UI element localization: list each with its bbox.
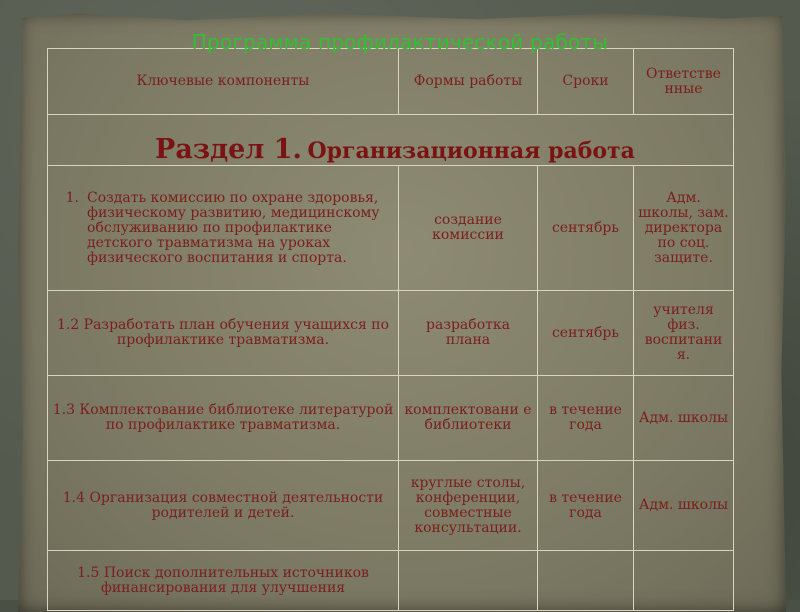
section-heading <box>0 134 790 165</box>
row-responsible: Адм. школы, зам. директора по соц. защите. <box>634 166 734 291</box>
row-responsible <box>634 551 734 611</box>
table-row <box>48 376 734 461</box>
row-form: разработка плана <box>399 291 538 376</box>
section-prefix: Раздел 1. <box>155 134 302 165</box>
header-terms: Сроки <box>538 49 634 115</box>
row-form: круглые столы, конференции, совместные консультации. <box>399 461 538 551</box>
row-number: 1. <box>65 189 79 206</box>
row-term <box>538 551 634 611</box>
row-form: комплектовани е библиотеки <box>399 376 538 461</box>
row-component: 1.3 Комплектование библиотеке литературой по профилактике травматизма. <box>48 376 399 461</box>
program-table <box>47 48 734 611</box>
row-component: 1.2 Разработать план обучения учащихся по профилактике травматизма. <box>48 291 399 376</box>
slide-title: Программа профилактической работы <box>191 30 609 54</box>
row-component <box>48 166 399 291</box>
row-term: в течение года <box>538 376 634 461</box>
table-row <box>48 291 734 376</box>
row-component: 1.5 Поиск дополнительных источников финансирования для улучшения <box>48 551 399 611</box>
row-responsible: Адм. школы <box>634 376 734 461</box>
table-row <box>48 461 734 551</box>
section-name: Организационная работа <box>307 138 635 164</box>
table-row <box>48 166 734 291</box>
row-responsible: учителя физ. воспитани я. <box>634 291 734 376</box>
header-responsible: Ответстве нные <box>634 49 734 115</box>
row-component: 1.4 Организация совместной деятельности родителей и детей. <box>48 461 399 551</box>
row-form: создание комиссии <box>399 166 538 291</box>
row-component-text: Создать комиссию по охране здоровья, физическому развитию, медицинскому обслуживанию по профилактике детского травматизма на уроках физического воспитания и спорта. <box>87 189 380 266</box>
row-form <box>399 551 538 611</box>
row-term: сентябрь <box>538 291 634 376</box>
header-components: Ключевые компоненты <box>48 49 399 115</box>
row-responsible: Адм. школы <box>634 461 734 551</box>
header-forms: Формы работы <box>399 49 538 115</box>
header-row <box>48 49 734 115</box>
table-row <box>48 551 734 611</box>
row-term: в течение года <box>538 461 634 551</box>
row-term: сентябрь <box>538 166 634 291</box>
